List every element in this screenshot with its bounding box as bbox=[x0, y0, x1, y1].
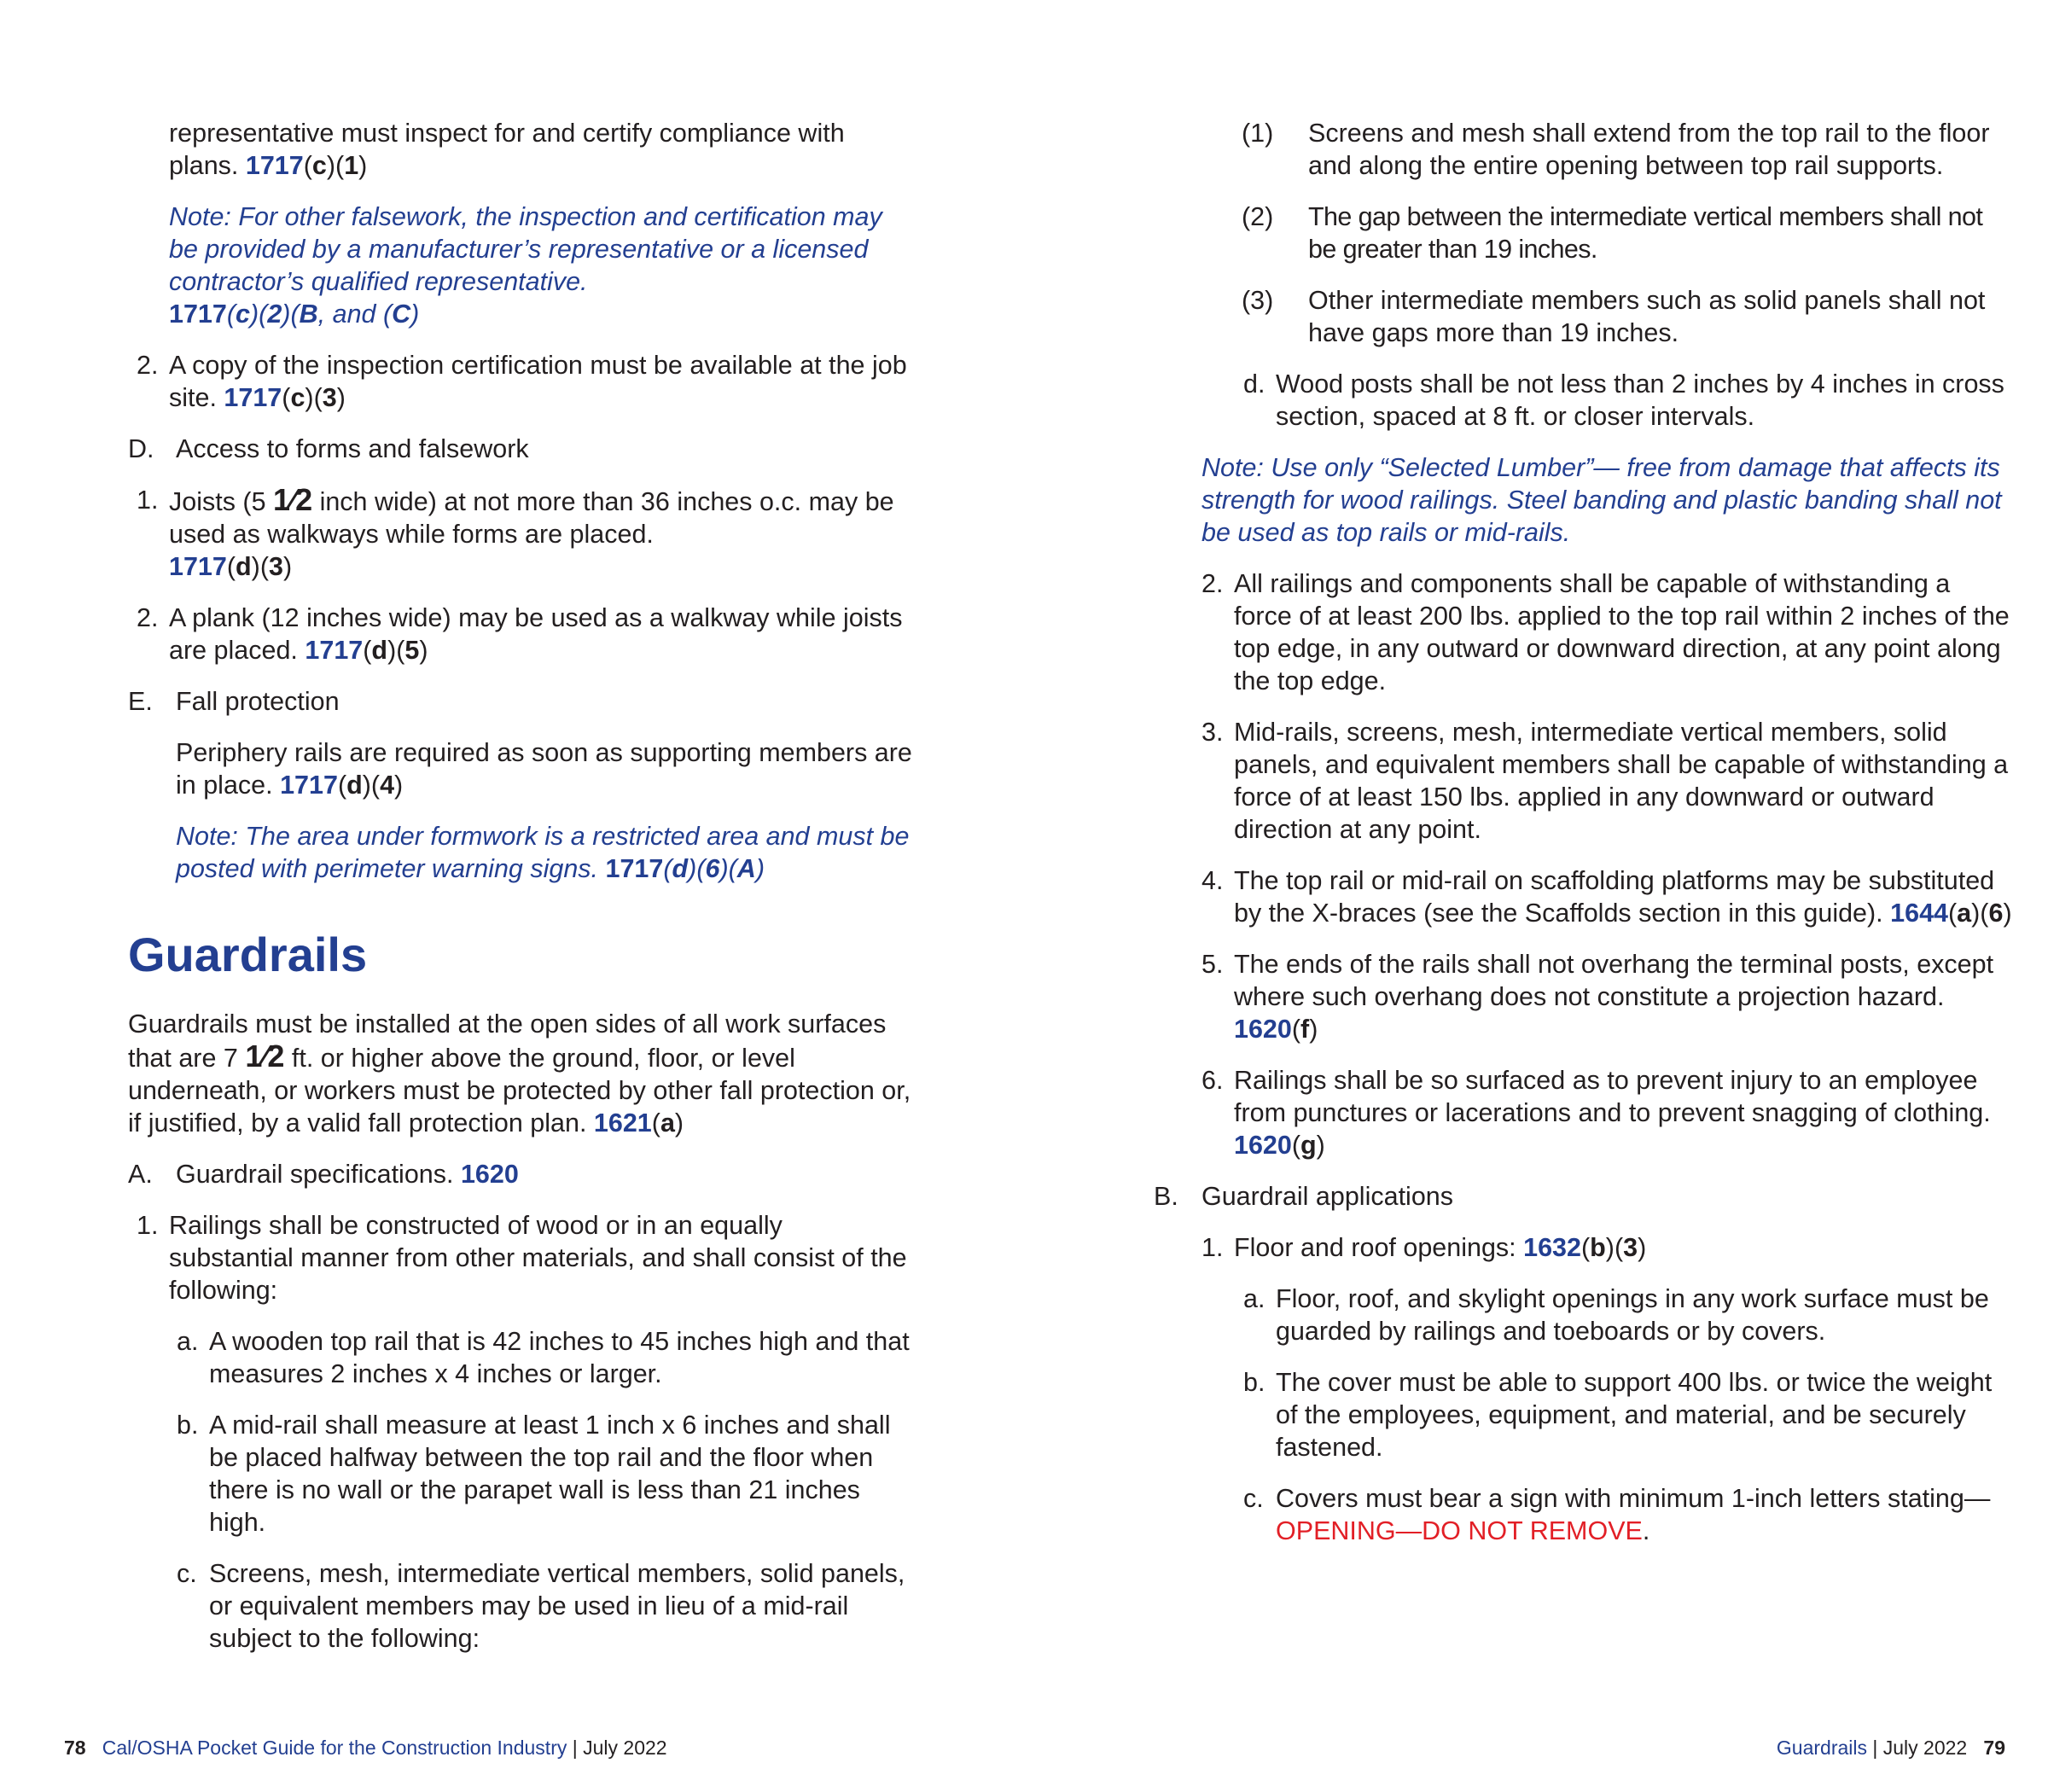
list-item: (1) Screens and mesh shall extend from the top rail to the floor and along the entire opening between top rail supports. bbox=[1242, 119, 1990, 180]
note-falsework: Note: For other falsework, the inspection and certification may be provided by a manufacturer’s representative or a licensed contractor’s qualified representative. 1717(c)(2)(B, and (C) bbox=[169, 202, 882, 329]
list-item: 2. All railings and components shall be capable of withstanding a force of at least 200 lbs. applied to the top rail within 2 inches of the top edge, in any outward or downward direction, at any point along the top edge. bbox=[1201, 569, 2010, 695]
list-item: 2. A copy of the inspection certification must be available at the job site. 1717(c)(3) bbox=[137, 351, 907, 412]
list-item: 3. Mid-rails, screens, mesh, intermediate vertical members, solid panels, and equivalent members shall be capable of withstanding a force of at least 150 lbs. applied in any downward or outward direction at any point. bbox=[1201, 718, 2009, 844]
list-item: (2) The gap between the intermediate vertical members shall not be greater than 19 inches. bbox=[1242, 202, 1983, 264]
list-item: 1. Railings shall be constructed of wood or in an equally substantial manner from other materials, and shall consist of the following: bbox=[137, 1211, 907, 1305]
list-item: b. A mid-rail shall measure at least 1 inch x 6 inches and shall be placed halfway between the top rail and the floor when there is no wall or the parapet wall is less than 21 inches high. bbox=[177, 1411, 891, 1537]
right-page bbox=[1024, 0, 2048, 1792]
list-item: b. The cover must be able to support 400 lbs. or twice the weight of the employees, equipment, and material, and be securely fastened. bbox=[1243, 1368, 1993, 1462]
list-item: a. Floor, roof, and skylight openings in any work surface must be guarded by railings and toeboards or by covers. bbox=[1243, 1284, 1989, 1346]
fall-protection-paragraph: Periphery rails are required as soon as supporting members are in place. 1717(d)(4) bbox=[176, 738, 912, 800]
reference: 1717 bbox=[245, 151, 304, 180]
section-e-heading: E. Fall protection bbox=[128, 687, 340, 716]
list-item: 4. The top rail or mid-rail on scaffolding platforms may be substituted by the X-braces (see the Scaffolds section in this guide). 1644(a)(6) bbox=[1201, 866, 2012, 928]
right-footer: Guardrails | July 2022 79 bbox=[1776, 1737, 2005, 1759]
list-item: 6. Railings shall be so surfaced as to prevent injury to an employee from punctures or lacerations and to prevent snagging of clothing. 1620(g) bbox=[1201, 1066, 1991, 1160]
list-item: a. A wooden top rail that is 42 inches to 45 inches high and that measures 2 inches x 4 inches or larger. bbox=[177, 1327, 910, 1388]
note-selected-lumber: Note: Use only “Selected Lumber”— free from damage that affects its strength for wood railings. Steel banding and plastic banding shall not be used as top rails or mid-rails. bbox=[1201, 453, 2002, 547]
list-item: 2. A plank (12 inches wide) may be used as a walkway while joists are placed. 1717(d)(5) bbox=[137, 603, 903, 665]
section-d-heading: D. Access to forms and falsework bbox=[128, 434, 529, 463]
list-item: 1. Floor and roof openings: 1632(b)(3) bbox=[1201, 1233, 1647, 1262]
right-column bbox=[1154, 117, 2012, 1566]
left-footer: 78 Cal/OSHA Pocket Guide for the Construction Industry | July 2022 bbox=[64, 1737, 667, 1759]
list-item: c. Covers must bear a sign with minimum 1-inch letters stating—OPENING—DO NOT REMOVE. bbox=[1243, 1484, 1991, 1545]
warning-text: OPENING—DO NOT REMOVE bbox=[1276, 1516, 1643, 1545]
list-item: (3) Other intermediate members such as solid panels shall not have gaps more than 19 inches. bbox=[1242, 286, 1986, 347]
footer-date: July 2022 bbox=[1882, 1737, 1968, 1759]
reference: 1717 bbox=[169, 300, 227, 329]
list-item: 1. Joists (5 1⁄2 inch wide) at not more than 36 inches o.c. may be used as walkways while forms are placed. 1717(d)(3) bbox=[137, 482, 894, 581]
section-b-heading: B. Guardrail applications bbox=[1154, 1182, 1453, 1211]
note-formwork: Note: The area under formwork is a restricted area and must be posted with perimeter warning signs. 1717(d)(6)(A) bbox=[176, 822, 910, 883]
list-item: 5. The ends of the rails shall not overhang the terminal posts, except where such overhang does not constitute a projection hazard. 1620(f) bbox=[1201, 950, 1994, 1044]
footer-date: July 2022 bbox=[583, 1737, 667, 1759]
page-number: 78 bbox=[64, 1737, 86, 1759]
footer-title: Cal/OSHA Pocket Guide for the Construction Industry bbox=[102, 1737, 567, 1759]
left-column bbox=[128, 117, 913, 1673]
section-a-heading: A. Guardrail specifications. 1620 bbox=[128, 1160, 519, 1189]
list-item: c. Screens, mesh, intermediate vertical members, solid panels, or equivalent members may be used in lieu of a mid-rail subject to the following: bbox=[177, 1559, 905, 1653]
guardrails-intro: Guardrails must be installed at the open sides of all work surfaces that are 7 1⁄2 ft. or higher above the ground, floor, or level underneath, or workers must be protected by other fall protection or, if justified, by a valid fall protection plan. 1621(a) bbox=[128, 1009, 911, 1137]
list-item: d. Wood posts shall be not less than 2 inches by 4 inches in cross section, spaced at 8 ft. or closer intervals. bbox=[1243, 369, 2004, 431]
section-title: Guardrails bbox=[128, 928, 368, 981]
continued-paragraph: representative must inspect for and certify compliance with plans. 1717(c)(1) bbox=[169, 119, 845, 180]
footer-title: Guardrails bbox=[1776, 1737, 1867, 1759]
page-number: 79 bbox=[1983, 1737, 2005, 1759]
